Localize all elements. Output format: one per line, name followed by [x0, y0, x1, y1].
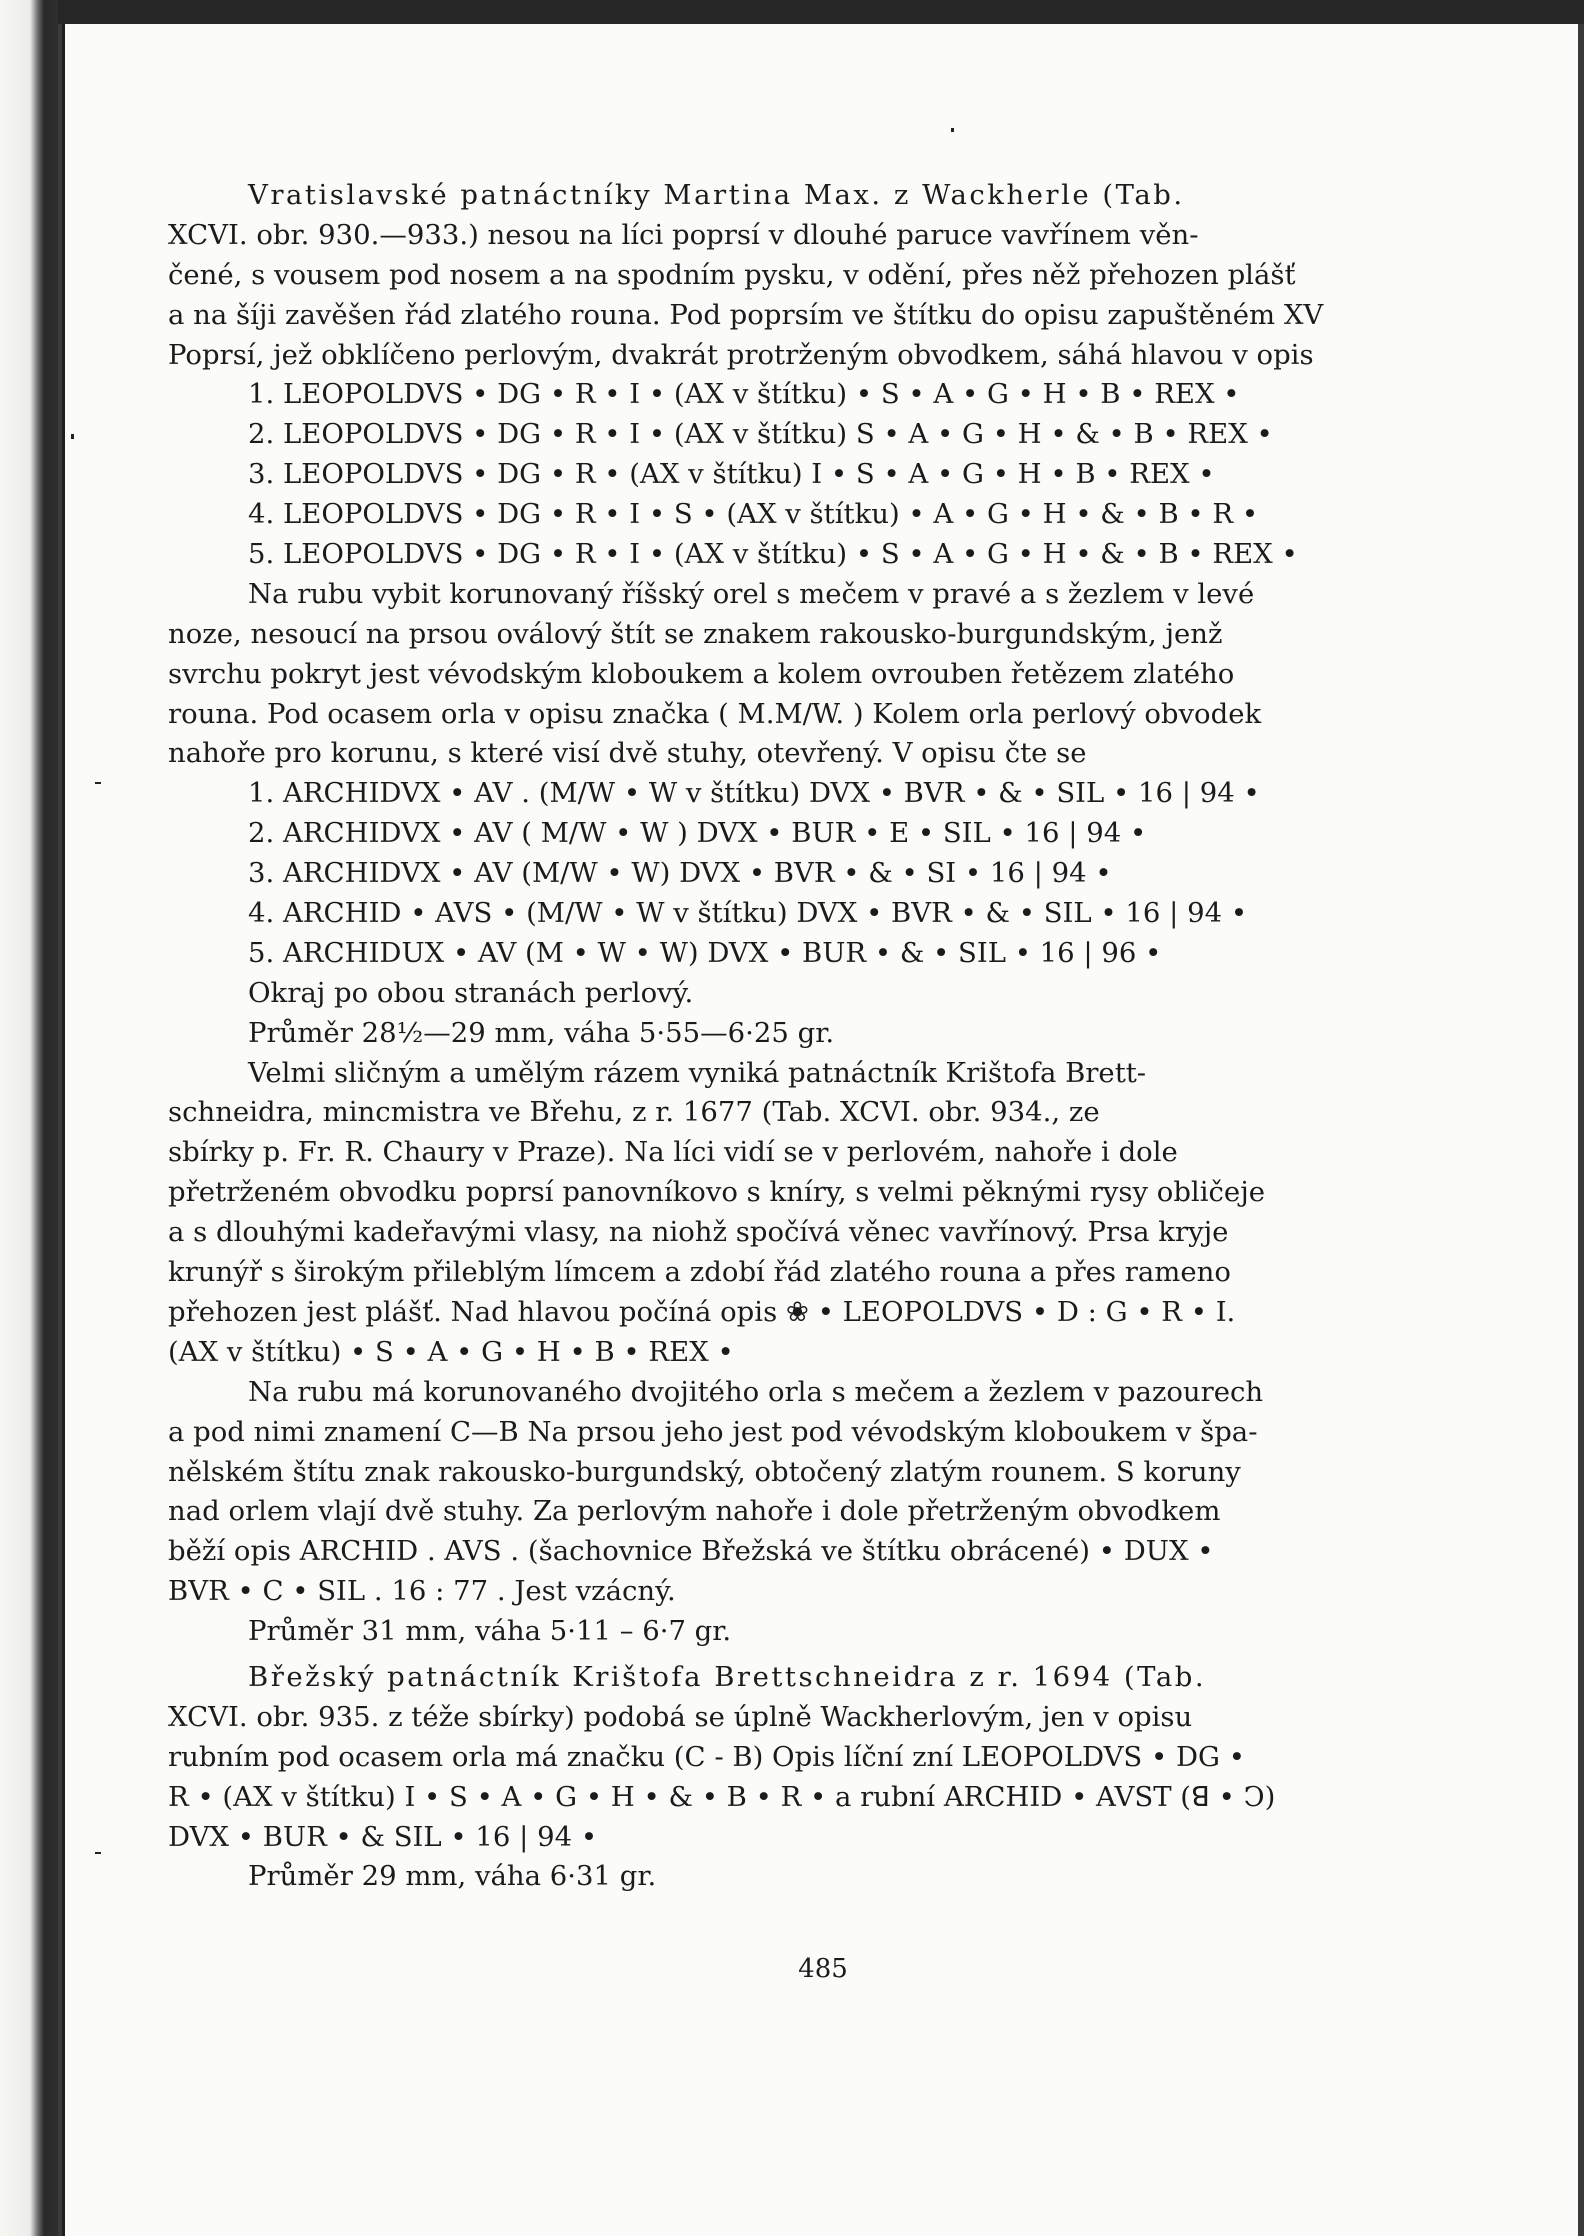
legend-line: 1. LEOPOLDVS • DG • R • I • (AX v štítku) • S • A • G • H • B • REX • [248, 378, 1240, 411]
text-line: čené, s vousem pod nosem a na spodním pysku, v odění, přes něž přehozen plášť [168, 258, 1296, 291]
legend-line: 2. ARCHIDVX • AV ( M/W • W ) DVX • BUR • E • SIL • 16 | 94 • [248, 817, 1147, 850]
legend-line: 1. ARCHIDVX • AV . (M/W • W v štítku) DVX • BVR • & • SIL • 16 | 94 • [248, 777, 1260, 810]
text-line: a s dlouhými kadeřavými vlasy, na niohž spočívá věnec vavřínový. Prsa kryje [168, 1216, 1229, 1249]
legend-line: 2. LEOPOLDVS • DG • R • I • (AX v štítku) S • A • G • H • & • B • REX • [248, 418, 1273, 451]
text-line: Průměr 29 mm, váha 6·31 gr. [248, 1860, 657, 1893]
legend-line: 3. LEOPOLDVS • DG • R • (AX v štítku) I • S • A • G • H • B • REX • [248, 458, 1215, 491]
legend-line: 5. LEOPOLDVS • DG • R • I • (AX v štítku) • S • A • G • H • & • B • REX • [248, 538, 1298, 571]
legend-line: 3. ARCHIDVX • AV (M/W • W) DVX • BVR • & • SI • 16 | 94 • [248, 857, 1112, 890]
text-line: nahoře pro korunu, s které visí dvě stuhy, otevřený. V opisu čte se [168, 737, 1087, 770]
text-line: noze, nesoucí na prsou oválový štít se znakem rakousko-burgundským, jenž [168, 617, 1223, 650]
text-line: Vratislavské patnáctníky Martina Max. z Wackherle (Tab. [248, 179, 1185, 211]
text-line: přehozen jest plášť. Nad hlavou počíná opis ❀ • LEOPOLDVS • D : G • R • I. [168, 1295, 1236, 1328]
body-text [168, 176, 1368, 1897]
text-line: Velmi sličným a umělým rázem vyniká patnáctník Krištofa Brett- [248, 1056, 1147, 1089]
text-line: sbírky p. Fr. R. Chaury v Praze). Na líci vidí se v perlovém, nahoře i dole [168, 1136, 1178, 1169]
text-line: XCVI. obr. 935. z téže sbírky) podobá se úplně Wackherlovým, jen v opisu [168, 1700, 1193, 1733]
page-number: 485 [798, 1954, 848, 1984]
scan-speck [951, 128, 954, 132]
text-line: rouna. Pod ocasem orla v opisu značka ( M.M/W. ) Kolem orla perlový obvodek [168, 697, 1262, 730]
text-line: Okraj po obou stranách perlový. [248, 976, 694, 1009]
text-line: XCVI. obr. 930.—933.) nesou na líci poprsí v dlouhé paruce vavřínem věn- [168, 218, 1199, 251]
legend-line: 4. ARCHID • AVS • (M/W • W v štítku) DVX • BVR • & • SIL • 16 | 94 • [248, 897, 1248, 930]
text-line: a pod nimi znamení C—B Na prsou jeho jest pod vévodským kloboukem v špa- [168, 1415, 1258, 1448]
text-line: (AX v štítku) • S • A • G • H • B • REX • [168, 1335, 734, 1368]
text-line: Na rubu má korunovaného dvojitého orla s mečem a žezlem v pazourech [248, 1375, 1264, 1408]
text-line: BVR • C • SIL . 16 : 77 . Jest vzácný. [168, 1575, 676, 1608]
book-page [62, 24, 1578, 2236]
text-line: přetrženém obvodku poprsí panovníkovo s kníry, s velmi pěknými rysy obličeje [168, 1176, 1265, 1209]
text-line: nad orlem vlají dvě stuhy. Za perlovým nahoře i dole přetrženým obvodkem [168, 1495, 1221, 1528]
text-line: Průměr 28½—29 mm, váha 5·55—6·25 gr. [248, 1016, 835, 1049]
text-line: krunýř s širokým přileblým límcem a zdobí řád zlatého rouna a přes rameno [168, 1256, 1231, 1289]
text-line: Průměr 31 mm, váha 5·11 – 6·7 gr. [248, 1615, 732, 1648]
scan-speck [95, 1852, 101, 1854]
book-spine-edge [0, 0, 58, 2236]
scan-speck [71, 434, 74, 439]
text-line: Poprsí, jež obklíčeno perlovým, dvakrát protrženým obvodkem, sáhá hlavou v opis [168, 338, 1314, 371]
text-line: Břežský patnáctník Krištofa Brettschneidra z r. 1694 (Tab. [248, 1660, 1207, 1693]
text-line: a na šíji zavěšen řád zlatého rouna. Pod poprsím ve štítku do opisu zapuštěném XV [168, 298, 1324, 331]
legend-line: 4. LEOPOLDVS • DG • R • I • S • (AX v štítku) • A • G • H • & • B • R • [248, 498, 1259, 531]
scan-top-border [0, 0, 1584, 24]
text-line: rubním pod ocasem orla má značku (C - B) Opis líční zní LEOPOLDVS • DG • [168, 1740, 1245, 1773]
legend-line: 5. ARCHIDUX • AV (M • W • W) DVX • BUR • & • SIL • 16 | 96 • [248, 936, 1162, 969]
text-line: běží opis ARCHID . AVS . (šachovnice Břežská ve štítku obrácené) • DUX • [168, 1535, 1214, 1568]
text-line: Na rubu vybit korunovaný říšský orel s mečem v pravé a s žezlem v levé [248, 577, 1255, 610]
text-line: nělském štítu znak rakousko-burgundský, obtočený zlatým rounem. S koruny [168, 1455, 1241, 1488]
text-line: R • (AX v štítku) I • S • A • G • H • & • B • R • a rubní ARCHID • AVST (ꓭ • Ↄ) [168, 1780, 1276, 1813]
text-line: DVX • BUR • & SIL • 16 | 94 • [168, 1820, 598, 1853]
scan-speck [95, 782, 101, 784]
text-line: svrchu pokryt jest vévodským kloboukem a kolem ovrouben řetězem zlatého [168, 657, 1235, 690]
text-line: schneidra, mincmistra ve Břehu, z r. 1677 (Tab. XCVI. obr. 934., ze [168, 1096, 1100, 1129]
